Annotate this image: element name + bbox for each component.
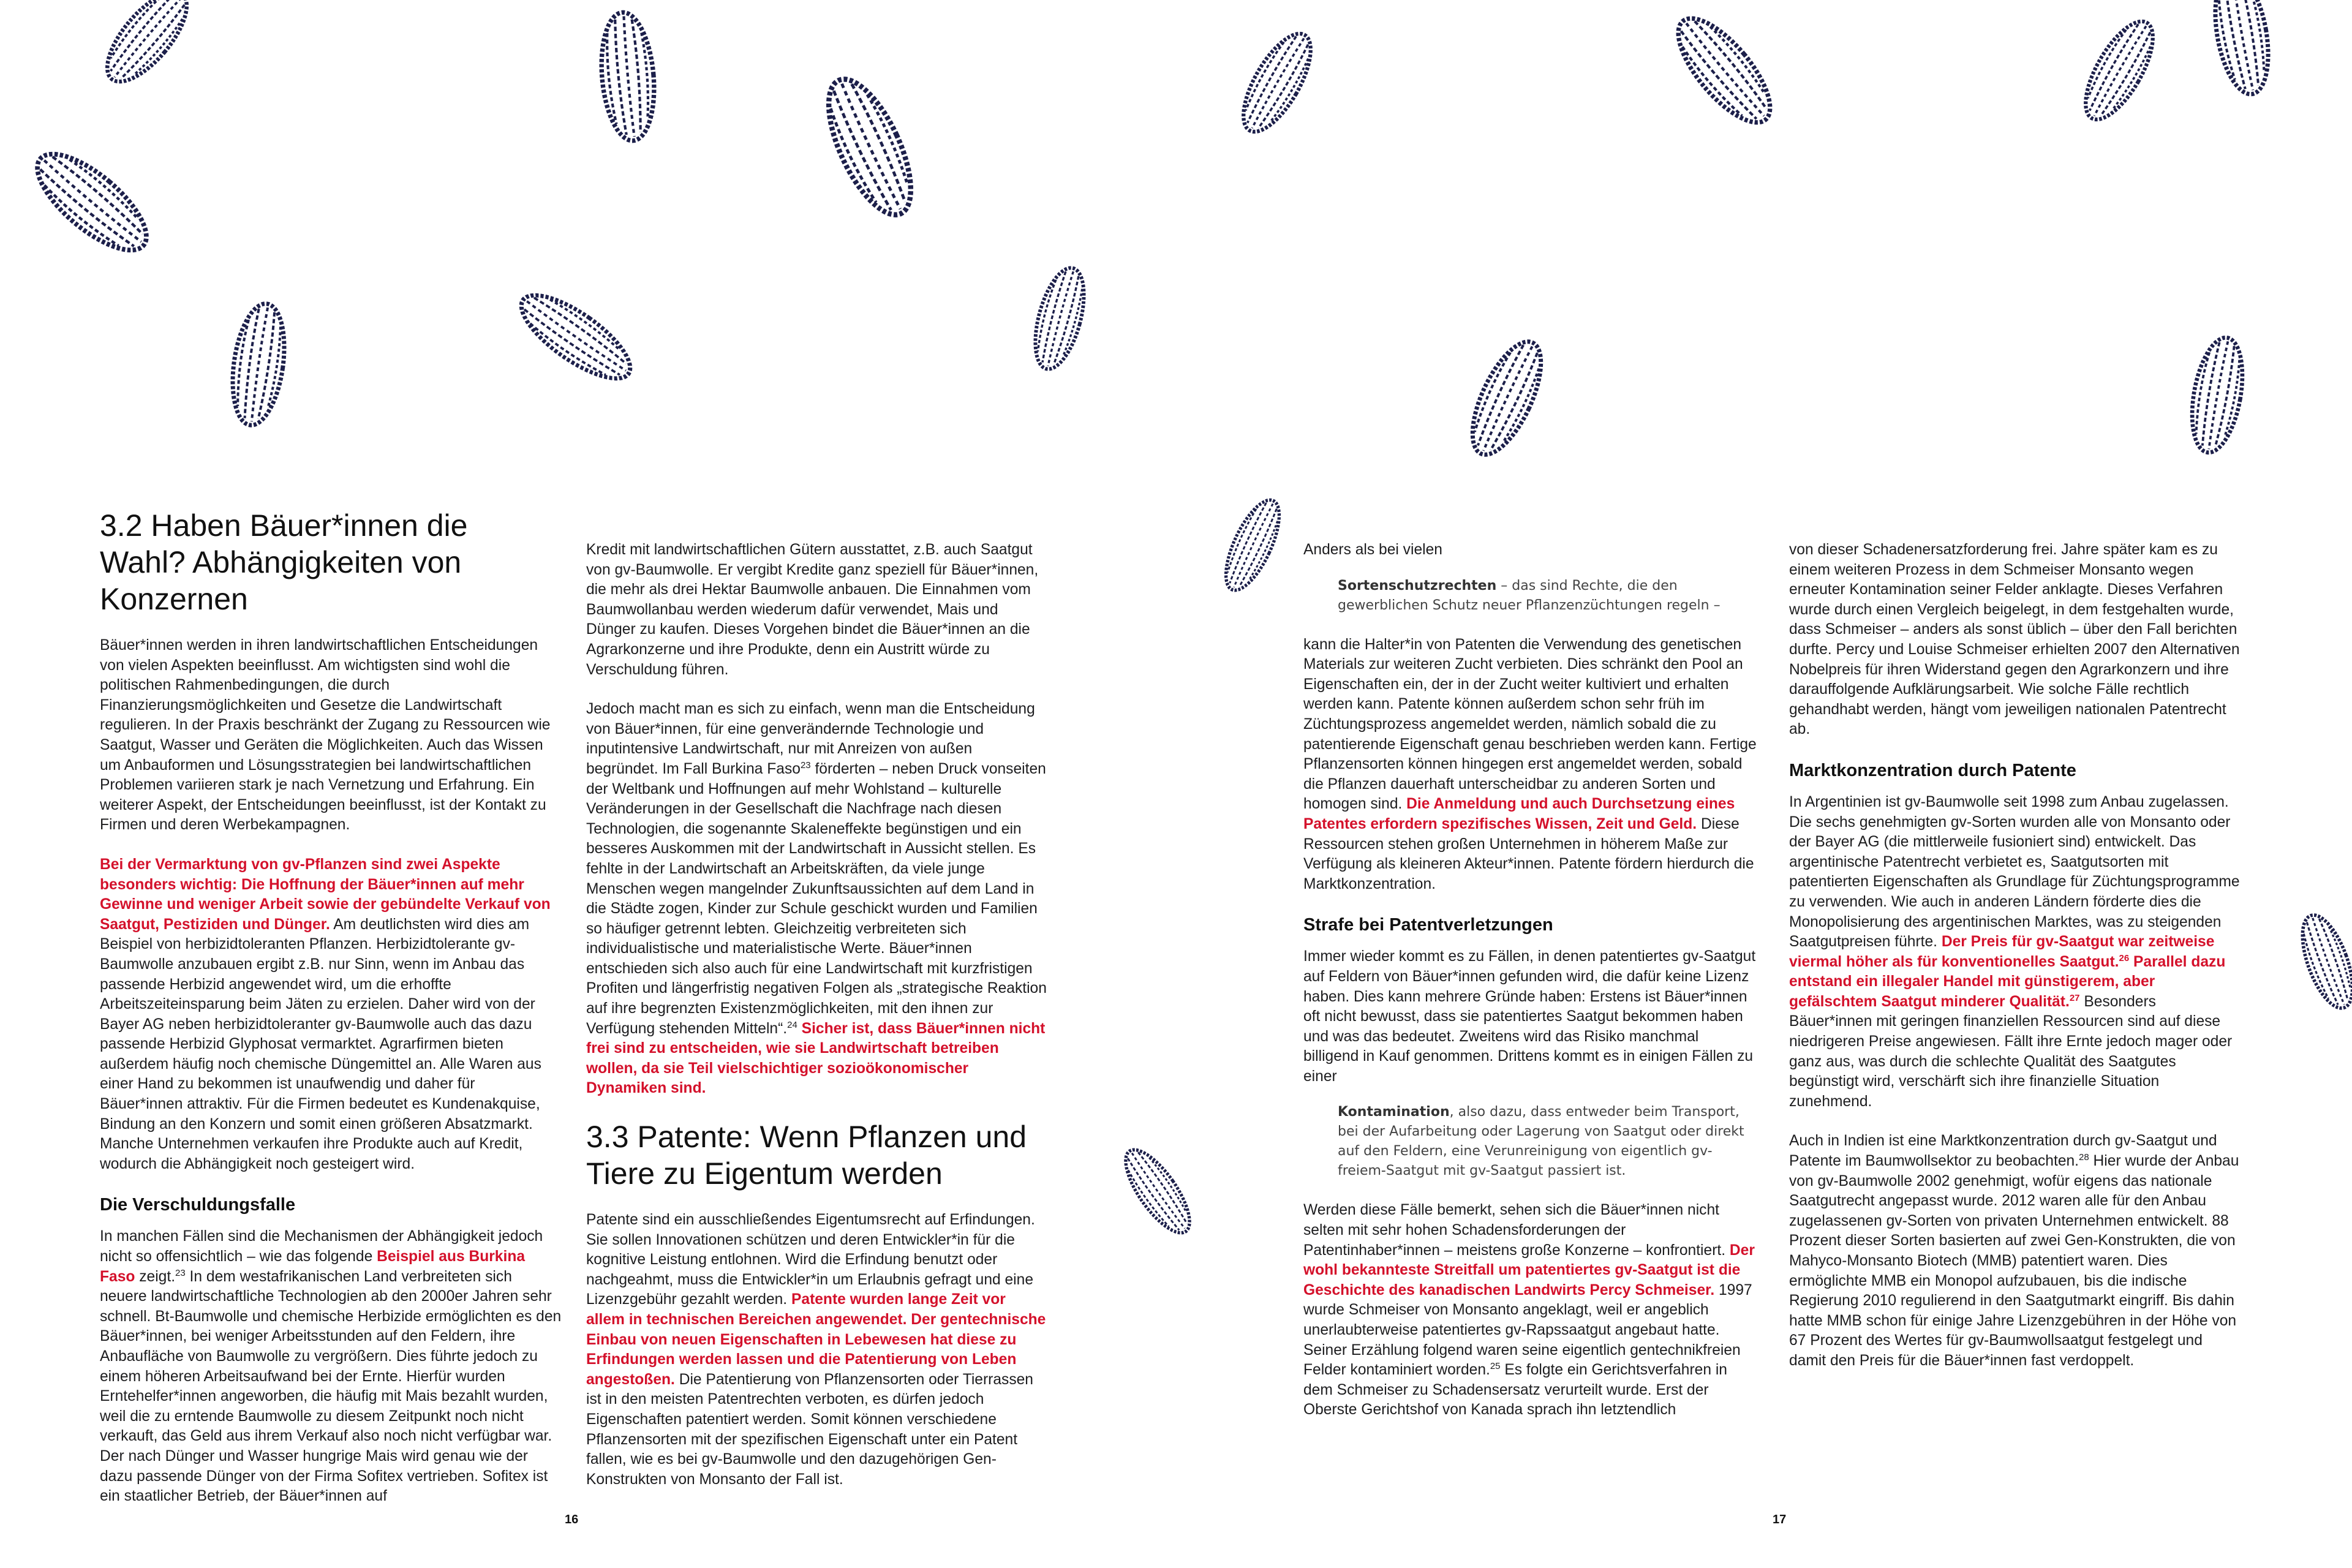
- paragraph: Jedoch macht man es sich zu einfach, wenn man die Entscheidung von Bäuer*innen, für eine genverändernde Technologie und inputintensive Landwirtschaft, nur mit Anreizen von außen begründet. Im Fall Burkina Faso$^{23}$ förderten – neben Druck vonseiten der Weltbank und Hoffnungen auf mehr Wohlstand – kulturelle Veränderungen in der Gesellschaft die Nachfrage nach diesen Technologien, die sogenannte Skaleneffekte begünstigen und ein besseres Auskommen mit der Landwirtschaft in Aussicht stellen. Es fehlte in der Landwirtschaft an Arbeitskräften, da viele junge Menschen wegen mangelnder Zukunftsaussichten auf dem Land in die Städte zogen, Kinder zur Schule geschickt wurden und Familien so häufiger getrennt lebten. Gleichzeitig verbreiteten sich individualistische und materialistische Werte. Bäuer*innen entschieden sich also auch für eine Landwirtschaft mit kurzfristigen Profiten und längerfristig negativen Folgen als „strategische Reaktion auf ihre begrenzten Existenzmöglichkeiten, mit den ihnen zur Verfügung stehenden Mitteln“.$^{24}$ Sicher ist, dass Bäuer*innen nicht frei sind zu entscheiden, wie sie Landwirtschaft betreiben wollen, da sie Teil vielschichtiger sozioökonomischer Dynamiken sind.: [586, 701, 1047, 1097]
- section-heading-3-2: 3.2 Haben Bäuer*innen die Wahl? Abhängigkeiten von Konzernen: [100, 508, 468, 616]
- subheading-marktkonzentration: Marktkonzentration durch Patente: [1789, 760, 2076, 780]
- subheading-verschuldungsfalle: Die Verschuldungsfalle: [100, 1195, 296, 1215]
- footnote-ref: 24: [787, 1019, 797, 1030]
- right-page: [1176, 0, 2352, 1568]
- paragraph: Kredit mit landwirtschaftlichen Gütern ausstattet, z.B. auch Saatgut von gv-Baumwolle. Er vergibt Kredite ganz speziell für Bäuer*innen, die mehr als drei Hektar Baumwolle anbauen. Die Einnahmen vom Baumwollanbau werden wiederum dafür verwendet, Mais und Dünger zu kaufen. Dieses Vorgehen bindet die Bäuer*innen an die Agrarkonzerne und ihre Produkte, denn ein Austritt würde zu Verschuldung führen.: [586, 541, 1039, 678]
- highlight-text: Beispiel aus Burkina Faso: [100, 1248, 526, 1285]
- page-number: 17: [1773, 1513, 1787, 1526]
- paragraph: Bäuer*innen werden in ihren landwirtschaftlichen Entscheidungen von vielen Aspekten beeinflusst. Am wichtigsten sind wohl die politischen Rahmenbedingungen, die durch Finanzierungsmöglichkeiten und Gesetze die Landwirtschaft regulieren. In der Praxis beschränkt der Zugang zu Ressourcen wie Saatgut, Wasser und Geräten die Möglichkeiten. Auch das Wissen um Anbauformen und Lösungsstrategien bei landwirtschaftlichen Problemen variieren stark je nach Vernetzung und Erfahrung. Ein weiterer Aspekt, der Entscheidungen beeinflusst, ist der Kontakt zu Firmen und deren Werbekampagnen.: [100, 637, 551, 834]
- highlight-text: Bei der Vermarktung von gv-Pflanzen sind zwei Aspekte besonders wichtig: Die Hoffnung der Bäuer*innen auf mehr Gewinne und weniger Arbeit sowie der gebündelte Verkauf von Saatgut, Pestiziden und Dünger.: [100, 856, 551, 933]
- glossary-note: Kontamination, also dazu, dass entweder beim Transport, bei der Aufarbeitung oder Lagerung von Saatgut oder direkt auf den Feldern, eine Verunreinigung von eigentlich gv-freiem-Saatgut mit gv-Saatgut passiert ist.: [1338, 1104, 1744, 1179]
- highlight-text: Die Anmeldung und auch Durchsetzung eines Patentes erfordern spezifisches Wissen, Zeit und Geld.: [1303, 796, 1735, 832]
- footnote-ref: 23: [175, 1267, 186, 1278]
- subheading-strafe: Strafe bei Patentverletzungen: [1303, 915, 1553, 935]
- paragraph: In manchen Fällen sind die Mechanismen der Abhängigkeit jedoch nicht so offensichtlich – wie das folgende Beispiel aus Burkina Faso zeigt.$^{23}$ In dem westafrikanischen Land verbreiteten sich neuere landwirtschaftliche Technologien ab den 2000er Jahren sehr schnell. Bt-Baumwolle und chemische Herbizide ermöglichten es den Bäuer*innen, bei weniger Arbeitsstunden auf den Feldern, ihre Anbaufläche von Baumwolle zu vergrößern. Dies führte jedoch zu einem höheren Arbeitsaufwand bei der Ernte. Hierfür wurden Erntehelfer*innen angeworben, die häufig mit Mais bezahlt wurden, weil die zu erntende Baumwolle zu diesem Zeitpunkt noch nicht verkauft, das Geld aus ihrem Verkauf also noch nicht verfügbar war. Der nach Dünger und Wasser hungrige Mais wird genau wie der dazu passende Dünger von der Firma Sofitex vertrieben. Sofitex ist ein staatlicher Betrieb, der Bäuer*innen auf: [100, 1228, 562, 1505]
- right-column-2: [1789, 540, 2242, 1371]
- paragraph: In Argentinien ist gv-Baumwolle seit 1998 zum Anbau zugelassen. Die sechs genehmigten gv-Sorten wurden alle von Monsanto oder der Bayer AG (die mittlerweile fusioniert sind) entwickelt. Das argentinische Patentrecht verbietet es, Saatgutsorten mit patentierten Eigenschaften als Grundlage für Züchtungsprogramme zu verwenden. Wie auch in anderen Ländern förderte dies die Monopolisierung des argentinischen Marktes, was zu steigenden Saatgutpreisen führte. Der Preis für gv-Saatgut war zeitweise viermal höher als für konventionelles Saatgut.$^{26}$ Parallel dazu entstand ein illegaler Handel mit günstigerem, aber gefälschtem Saatgut minderer Qualität.$^{27}$ Besonders Bäuer*innen mit geringen finanziellen Ressourcen sind auf diese niedrigeren Preise angewiesen. Fällt ihre Ernte jedoch mager oder ganz aus, was durch die schlechte Qualität des Saatgutes begünstigt wird, verschärft sich ihre finanzielle Situation zunehmend.: [1789, 793, 2240, 1110]
- left-column-2: [586, 540, 1048, 1490]
- highlight-text: Sicher ist, dass Bäuer*innen nicht frei sind zu entscheiden, wie sie Landwirtschaft betreiben wollen, da sie Teil vielschichtiger sozioökonomischer Dynamiken sind.: [586, 1020, 1046, 1097]
- highlight-text: Patente wurden lange Zeit vor allem in technischen Bereichen angewendet. Der gentechnische Einbau von neuen Eigenschaften in Lebewesen hat diese zu Erfindungen werden lassen und die Patentierung von Leben angestoßen.: [586, 1291, 1046, 1388]
- highlight-text: Der wohl bekannteste Streitfall um patentiertes gv-Saatgut ist die Geschichte des kanadischen Landwirts Percy Schmeiser.: [1303, 1242, 1755, 1298]
- paragraph: kann die Halter*in von Patenten die Verwendung des genetischen Materials zur weiteren Zucht verbieten. Dies schränkt den Pool an Eigenschaften ein, der in der Zucht weiter kultiviert und erhalten werden kann. Patente können außerdem schon sehr früh im Züchtungsprozess angemeldet werden, nämlich sobald die zu patentierende Eigenschaft genau beschrieben werden kann. Fertige Pflanzensorten können hingegen erst angemeldet werden, sobald die Pflanzen dauerhaft unterscheidbar zu anderen Sorten und homogen sind. Die Anmeldung und auch Durchsetzung eines Patentes erfordern spezifisches Wissen, Zeit und Geld. Diese Ressourcen stehen großen Unternehmen in höherem Maße zur Verfügung als kleineren Akteur*innen. Patente fördern hierdurch die Marktkonzentration.: [1303, 636, 1757, 892]
- left-column-1: [100, 507, 562, 1507]
- page-number: 16: [565, 1513, 579, 1526]
- footnote-ref: 27: [2069, 992, 2080, 1003]
- footnote-ref: 28: [2079, 1152, 2089, 1163]
- highlight-text: Der Preis für gv-Saatgut war zeitweise viermal höher als für konventionelles Saatgut.: [1789, 933, 2215, 970]
- highlight-text: Parallel dazu entstand ein illegaler Handel mit günstigerem, aber gefälschtem Saatgut minderer Qualität.: [1789, 953, 2226, 1010]
- section-heading-3-3: 3.3 Patente: Wenn Pflanzen und Tiere zu Eigentum werden: [586, 1120, 1027, 1191]
- right-column-1: [1303, 540, 1757, 1420]
- glossary-note: Sortenschutzrechten – das sind Rechte, die den gewerblichen Schutz neuer Pflanzenzüchtungen regeln –: [1338, 578, 1721, 613]
- footnote-ref: 26: [2119, 952, 2130, 963]
- paragraph: Bei der Vermarktung von gv-Pflanzen sind zwei Aspekte besonders wichtig: Die Hoffnung der Bäuer*innen auf mehr Gewinne und weniger Arbeit sowie der gebündelte Verkauf von Saatgut, Pestiziden und Dünger. Am deutlichsten wird dies am Beispiel von herbizidtoleranten Pflanzen. Herbizidtolerante gv-Baumwolle anzubauen ergibt z.B. nur Sinn, wenn im Anbau das passende Herbizid angewendet wird, um die erhoffte Arbeitszeiteinsparung beim Jäten zu erzielen. Daher wird von der Bayer AG neben herbizidtoleranter gv-Baumwolle auch das dazu passende Herbizid Glyphosat vermarktet. Agrarfirmen bieten außerdem häufig noch chemische Düngemittel an. Alle Waren aus einer Hand zu bekommen ist unaufwendig und daher für Bäuer*innen attraktiv. Für die Firmen bedeutet es Kundenakquise, Bindung an den Konzern und somit einen größeren Absatzmarkt. Manche Unternehmen verkaufen ihre Produkte auch auf Kredit, wodurch die Abhängigkeit noch gesteigert wird.: [100, 856, 551, 1172]
- paragraph: Anders als bei vielen: [1303, 541, 1442, 558]
- footnote-ref: 23: [800, 760, 811, 771]
- paragraph: Patente sind ein ausschließendes Eigentumsrecht auf Erfindungen. Sie sollen Innovationen schützen und deren Entwickler*in für die kognitive Leistung entlohnen. Wird die Erfindung benutzt oder nachgeahmt, muss die Entwickler*in um Erlaubnis gefragt und eine Lizenzgebühr gezahlt werden. Patente wurden lange Zeit vor allem in technischen Bereichen angewendet. Der gentechnische Einbau von neuen Eigenschaften in Lebewesen hat diese zu Erfindungen werden lassen und die Patentierung von Leben angestoßen. Die Patentierung von Pflanzensorten oder Tierrassen ist in den meisten Patentrechten verboten, es dürfen jedoch Eigenschaften patentiert werden. Somit können verschiedene Pflanzensorten mit der spezifischen Eigenschaft unter ein Patent fallen, wie es bei gv-Baumwolle und den dazugehörigen Gen-Konstrukten von Monsanto der Fall ist.: [586, 1212, 1046, 1488]
- paragraph: von dieser Schadenersatzforderung frei. Jahre später kam es zu einem weiteren Prozess in dem Schmeiser Monsanto wegen erneuter Kontamination seiner Felder anklagte. Dieses Verfahren wurde durch einen Vergleich beigelegt, in dem festgehalten wurde, dass Schmeiser – anders als sonst üblich – über den Fall berichten durfte. Percy und Louise Schmeiser erhielten 2007 den Alternativen Nobelpreis für ihren Widerstand gegen den Agrarkonzern und ihre darauffolgende Aufklärungsarbeit. Wie solche Fälle rechtlich gehandhabt werden, hängt vom jeweiligen nationalen Patentrecht ab.: [1789, 541, 2240, 738]
- paragraph: Immer wieder kommt es zu Fällen, in denen patentiertes gv-Saatgut auf Feldern von Bäuer*innen gefunden wird, die dafür keine Lizenz haben. Dies kann mehrere Gründe haben: Erstens ist Bäuer*innen oft nicht bewusst, dass sie patentiertes Saatgut bekommen haben und was das bedeutet. Zweitens wird das Risiko manchmal billigend in Kauf genommen. Drittens kommt es in einigen Fällen zu einer: [1303, 948, 1756, 1085]
- paragraph: Werden diese Fälle bemerkt, sehen sich die Bäuer*innen nicht selten mit sehr hohen Schadensforderungen der Patentinhaber*innen – meistens große Konzerne – konfrontiert. Der wohl bekannteste Streitfall um patentiertes gv-Saatgut ist die Geschichte des kanadischen Landwirts Percy Schmeiser. 1997 wurde Schmeiser von Monsanto angeklagt, weil er angeblich unerlaubterweise patentiertes gv-Rapssaatgut angebaut hatte. Seiner Erzählung folgend waren seine eigentlich gentechnikfreien Felder kontaminiert worden.$^{25}$ Es folgte ein Gerichtsverfahren in dem Schmeiser zu Schadensersatz verurteilt wurde. Erst der Oberste Gerichtshof von Kanada sprach ihn letztendlich: [1303, 1202, 1755, 1419]
- paragraph: Auch in Indien ist eine Marktkonzentration durch gv-Saatgut und Patente im Baumwollsektor zu beobachten.$^{28}$ Hier wurde der Anbau von gv-Baumwolle 2002 genehmigt, wofür eigens das nationale Saatgutrecht angepasst wurde. 2012 waren alle für den Anbau zugelassenen gv-Sorten von privaten Unternehmen entwickelt. 88 Prozent dieser Sorten basierten auf zwei Gen-Konstrukten, die von Mahyco-Monsanto Biotech (MMB) patentiert waren. Dies ermöglichte MMB ein Monopol aufzubauen, bis die indische Regierung 2010 regulierend in den Saatgutmarkt eingriff. Bis dahin hatte MMB schon für einige Jahre Lizenzgebühren in der Höhe von 67 Prozent des Wertes für gv-Baumwollsaatgut festgelegt und damit den Preis für die Bäuer*innen fast verdoppelt.: [1789, 1133, 2239, 1369]
- footnote-ref: 25: [1490, 1361, 1501, 1372]
